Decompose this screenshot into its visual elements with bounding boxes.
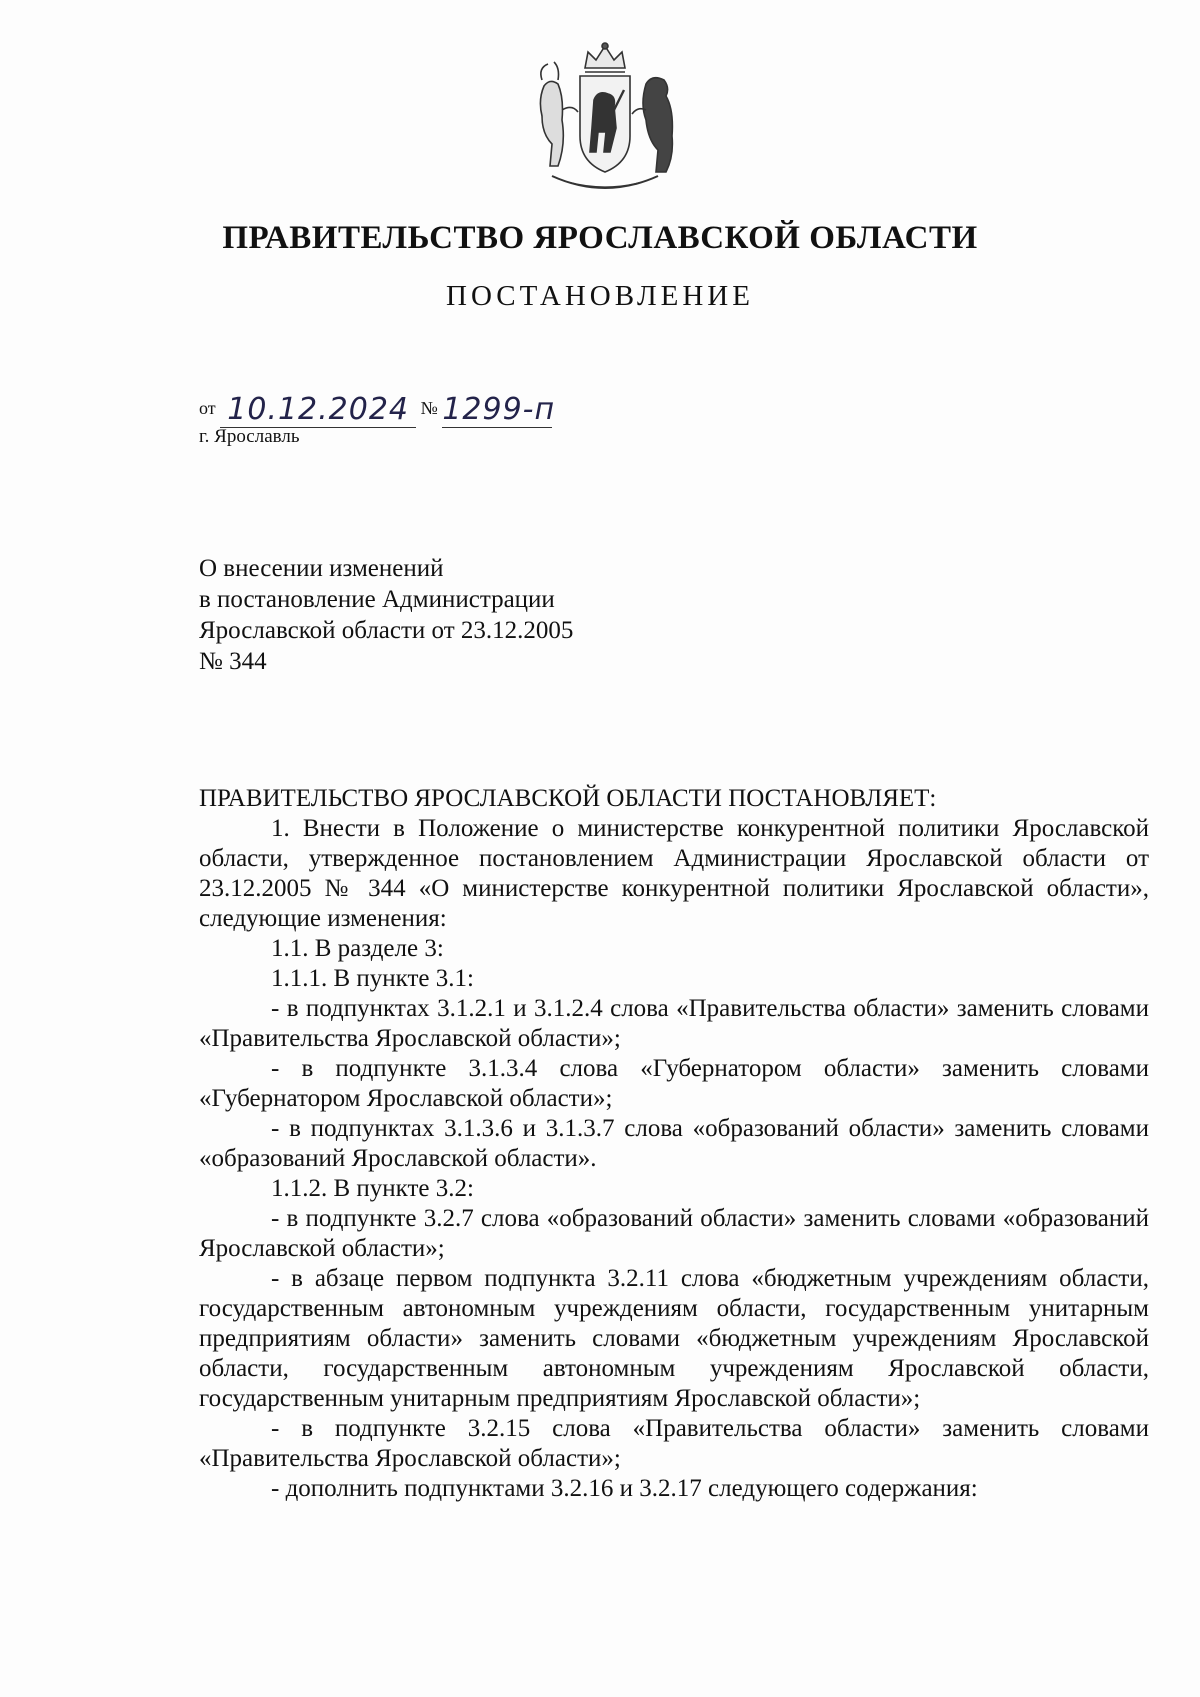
subject-line: в постановление Администрации [199,586,555,613]
body-paragraph: 1.1.2. В пункте 3.2: [271,1175,474,1202]
document-type: ПОСТАНОВЛЕНИЕ [446,280,754,312]
handwritten-date: 10.12.2024 [220,393,416,428]
body-paragraph: - в абзаце первом подпункта 3.2.11 слова «бюджетным учреждениям области, государственным автономным учреждениям области, государственным унитарным предприятиям области» заменить словами «бюджетным учреждениям Ярославской области, государственным автономным учреждениям Ярославской области, государственным унитарным предприятиям Ярославской области»; [199,1265,1149,1412]
subject-line: Ярославской области от 23.12.2005 [199,617,574,644]
body-paragraph: - в подпунктах 3.1.3.6 и 3.1.3.7 слова «образований области» заменить словами «образований Ярославской области». [199,1115,1149,1172]
subject-line: № 344 [199,648,267,675]
subject-line: О внесении изменений [199,555,444,582]
government-title: ПРАВИТЕЛЬСТВО ЯРОСЛАВСКОЙ ОБЛАСТИ [222,220,978,256]
body-paragraph: 1. Внести в Положение о министерстве конкурентной политики Ярославской области, утвержденное постановлением Администрации Ярославской области от 23.12.2005 № 344 «О министерстве конкурентной политики Ярославской области», следующие изменения: [199,815,1149,932]
body-paragraph: 1.1. В разделе 3: [271,935,444,962]
number-label: № [420,398,438,418]
body-paragraph: 1.1.1. В пункте 3.1: [271,965,474,992]
body-paragraph: - в подпунктах 3.1.2.1 и 3.1.2.4 слова «Правительства области» заменить словами «Правительства Ярославской области»; [199,995,1149,1052]
document-body [199,784,1149,1504]
body-paragraph: - в подпункте 3.2.15 слова «Правительства области» заменить словами «Правительства Ярославской области»; [199,1415,1149,1472]
body-paragraph: - дополнить подпунктами 3.2.16 и 3.2.17 следующего содержания: [271,1475,978,1502]
body-paragraph: - в подпункте 3.1.3.4 слова «Губернатором области» заменить словами «Губернатором Ярославской области»; [199,1055,1149,1112]
resolution-lead: ПРАВИТЕЛЬСТВО ЯРОСЛАВСКОЙ ОБЛАСТИ ПОСТАНОВЛЯЕТ: [199,785,937,812]
document-subject [199,553,719,677]
coat-of-arms-icon [528,40,682,200]
from-label: от [199,398,216,418]
handwritten-number: 1299-п [442,392,556,427]
body-paragraph: - в подпункте 3.2.7 слова «образований области» заменить словами «образований Ярославской области»; [199,1205,1149,1262]
date-number-line [199,388,556,428]
city-label: г. Ярославль [199,426,300,447]
